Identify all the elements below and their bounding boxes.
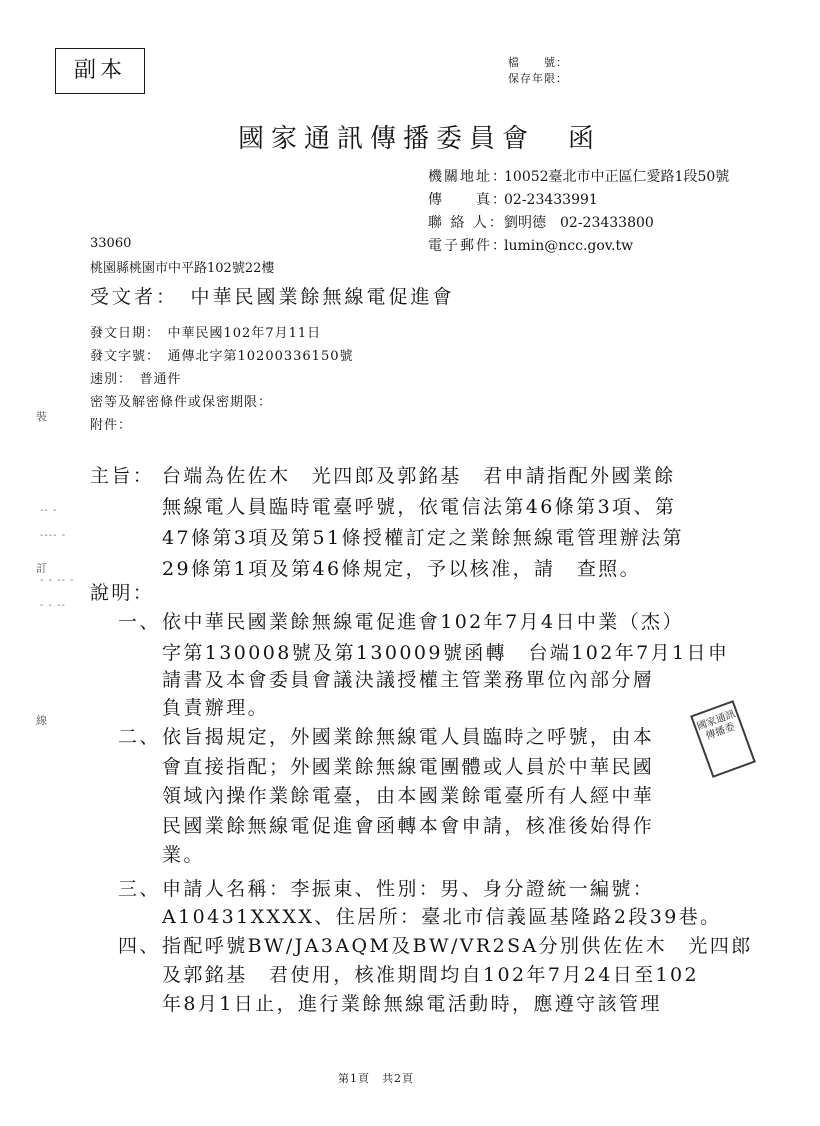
item-number: 四、 (118, 935, 161, 957)
page-footer: 第1頁 共2頁 (338, 1072, 414, 1085)
fax-value: 02-23433991 (504, 192, 598, 208)
subject-line: 29條第1項及第46條規定，予以核准，請 查照。 (162, 558, 642, 580)
address-label: 機關地址： (428, 169, 508, 185)
binding-mark: 裝 (36, 410, 47, 423)
item-line: 會直接指配；外國業餘無線電團體或人員於中華民國 (162, 756, 655, 778)
issue-number: 發文字號： 通傳北字第10200336150號 (90, 349, 354, 364)
agency-contact (428, 212, 654, 232)
agency-address (428, 166, 729, 186)
subject-line: 47條第3項及第51條授權訂定之業餘無線電管理辦法第 (162, 527, 684, 549)
item-line: 負責辦理。 (162, 697, 270, 719)
speed: 速別： 普通件 (90, 372, 182, 387)
binding-dashes: ---- - (40, 530, 67, 541)
document-title: 國家通訊傳播委員會 函 (238, 124, 602, 154)
subject-line: 無線電人員臨時電臺呼號，依電信法第46條第3項、第 (162, 496, 677, 518)
item-line: 年8月1日止，進行業餘無線電活動時，應遵守該管理 (162, 993, 662, 1015)
postal-code: 33060 (90, 236, 132, 251)
item-line: 請書及本會委員會議決議授權主管業務單位內部分層 (162, 669, 655, 691)
explanation-label: 說明： (90, 582, 155, 604)
binding-mark: 線 (36, 714, 47, 727)
item-number: 一、 (118, 611, 161, 633)
secrecy: 密等及解密條件或保密期限： (90, 395, 273, 410)
item-line: 民國業餘無線電促進會函轉本會申請，核准後始得作 (162, 815, 655, 837)
subject-label: 主旨： (90, 465, 155, 487)
item-line: 依中華民國業餘無線電促進會102年7月4日中業（杰） (162, 611, 684, 633)
subject-line: 台端為佐佐木 光四郎及郭銘基 君申請指配外國業餘 (162, 465, 676, 487)
issue-date: 發文日期： 中華民國102年7月11日 (90, 326, 322, 341)
contact-value: 劉明德 02-23433800 (504, 215, 654, 231)
retention-label: 保存年限： (508, 72, 568, 85)
binding-dashes: -- - (40, 505, 58, 516)
binding-dashes: - - -- (40, 600, 66, 611)
agency-email (428, 235, 633, 255)
contact-label: 聯 絡 人： (428, 215, 505, 231)
item-line: 業。 (162, 844, 205, 866)
item-line: 及郭銘基 君使用，核准期間均自102年7月24日至102 (162, 964, 699, 986)
item-line: 依旨揭規定，外國業餘無線電人員臨時之呼號，由本 (162, 726, 655, 748)
item-number: 二、 (118, 726, 161, 748)
recipient: 受文者： 中華民國業餘無線電促進會 (90, 286, 455, 308)
address-value: 10052臺北市中正區仁愛路1段50號 (504, 169, 730, 185)
agency-fax (428, 189, 598, 209)
item-number: 三、 (118, 878, 161, 900)
binding-mark: 訂 (36, 562, 47, 575)
item-line: 領域內操作業餘電臺，由本國業餘電臺所有人經中華 (162, 785, 655, 807)
item-line: A10431XXXX、住居所：臺北市信義區基隆路2段39巷。 (162, 906, 722, 928)
fax-label: 傳 真： (428, 192, 508, 208)
copy-label: 副本 (55, 48, 145, 94)
file-number-label: 檔 號： (508, 56, 568, 69)
recipient-address: 桃園縣桃園市中平路102號22樓 (90, 261, 275, 276)
attachment: 附件： (90, 418, 133, 433)
item-line: 字第130008號及第130009號函轉 台端102年7月1日申 (162, 642, 730, 664)
email-label: 電子郵件： (428, 238, 508, 254)
item-line: 指配呼號BW/JA3AQM及BW/VR2SA分別供佐佐木 光四郎 (162, 935, 753, 957)
binding-dashes: - - -- - (40, 575, 75, 586)
item-line: 申請人名稱：李振東、性別：男、身分證統一編號： (162, 878, 655, 900)
email-value: lumin@ncc.gov.tw (504, 238, 634, 254)
seal-stamp: 國家通訊傳播委 (690, 700, 756, 778)
